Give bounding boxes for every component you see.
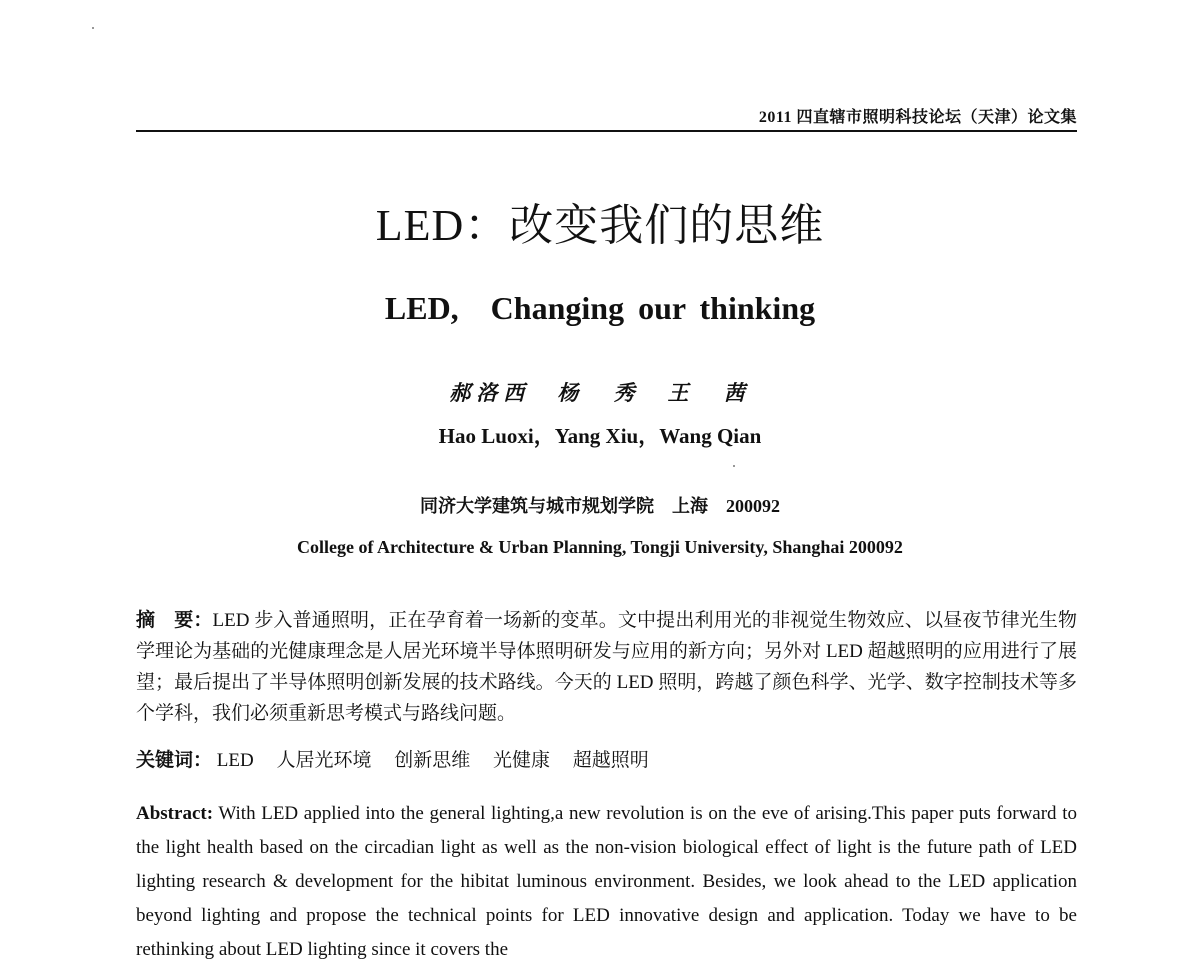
header-rule [136, 130, 1077, 132]
authors-english: Hao Luoxi，Yang Xiu，Wang Qian [438, 424, 762, 448]
abstract-chinese [136, 605, 1077, 729]
keyword-item: 光健康 [492, 750, 550, 771]
affiliation-chinese: 同济大学建筑与城市规划学院 上海 200092 [420, 496, 780, 516]
authors-chinese: 郝洛西 杨 秀 王 茜 [449, 381, 751, 405]
abstract-english [136, 797, 1077, 967]
abstract-english-text: With LED applied into the general lighting,a new revolution is on the eve of arising.This paper puts forward to the light health based on the circadian light as well as the non-vision biological effect of light is the future path of LED lighting research & development for the hibitat luminous environment. Besides, we look ahead to the LED application beyond lighting and propose the technical points for LED innovative design and application. Today we have to be rethinking about LED lighting since it covers the [136, 803, 1077, 960]
abstract-chinese-text: LED 步入普通照明，正在孕育着一场新的变革。文中提出利用光的非视觉生物效应、以昼夜节律光生物学理论为基础的光健康理念是人居光环境半导体照明研发与应用的新方向；另外对 LED 超越照明的应用进行了展望；最后提出了半导体照明创新发展的技术路线。今天的 LED 照明，跨越了颜色科学、光学、数字控制技术等多个学科，我们必须重新思考模式与路线问题。 [136, 610, 1077, 724]
paper-title-english: LED, Changing our thinking [384, 290, 816, 326]
keyword-item: LED [216, 750, 254, 771]
abstract-chinese-label: 摘 要： [136, 610, 213, 631]
scan-speck [92, 27, 94, 29]
keywords [136, 745, 1077, 776]
keyword-item: 创新思维 [394, 750, 471, 771]
affiliation-english: College of Architecture & Urban Planning, Tongji University, Shanghai 200092 [297, 537, 903, 557]
keyword-item: 人居光环境 [276, 750, 372, 771]
scan-speck [733, 465, 735, 467]
keywords-label: 关键词： [136, 750, 213, 771]
paper-title-chinese: LED：改变我们的思维 [375, 201, 825, 250]
keyword-item: 超越照明 [572, 750, 649, 771]
abstract-english-label: Abstract: [136, 803, 214, 824]
running-header: 2011 四直辖市照明科技论坛（天津）论文集 [758, 109, 1077, 126]
